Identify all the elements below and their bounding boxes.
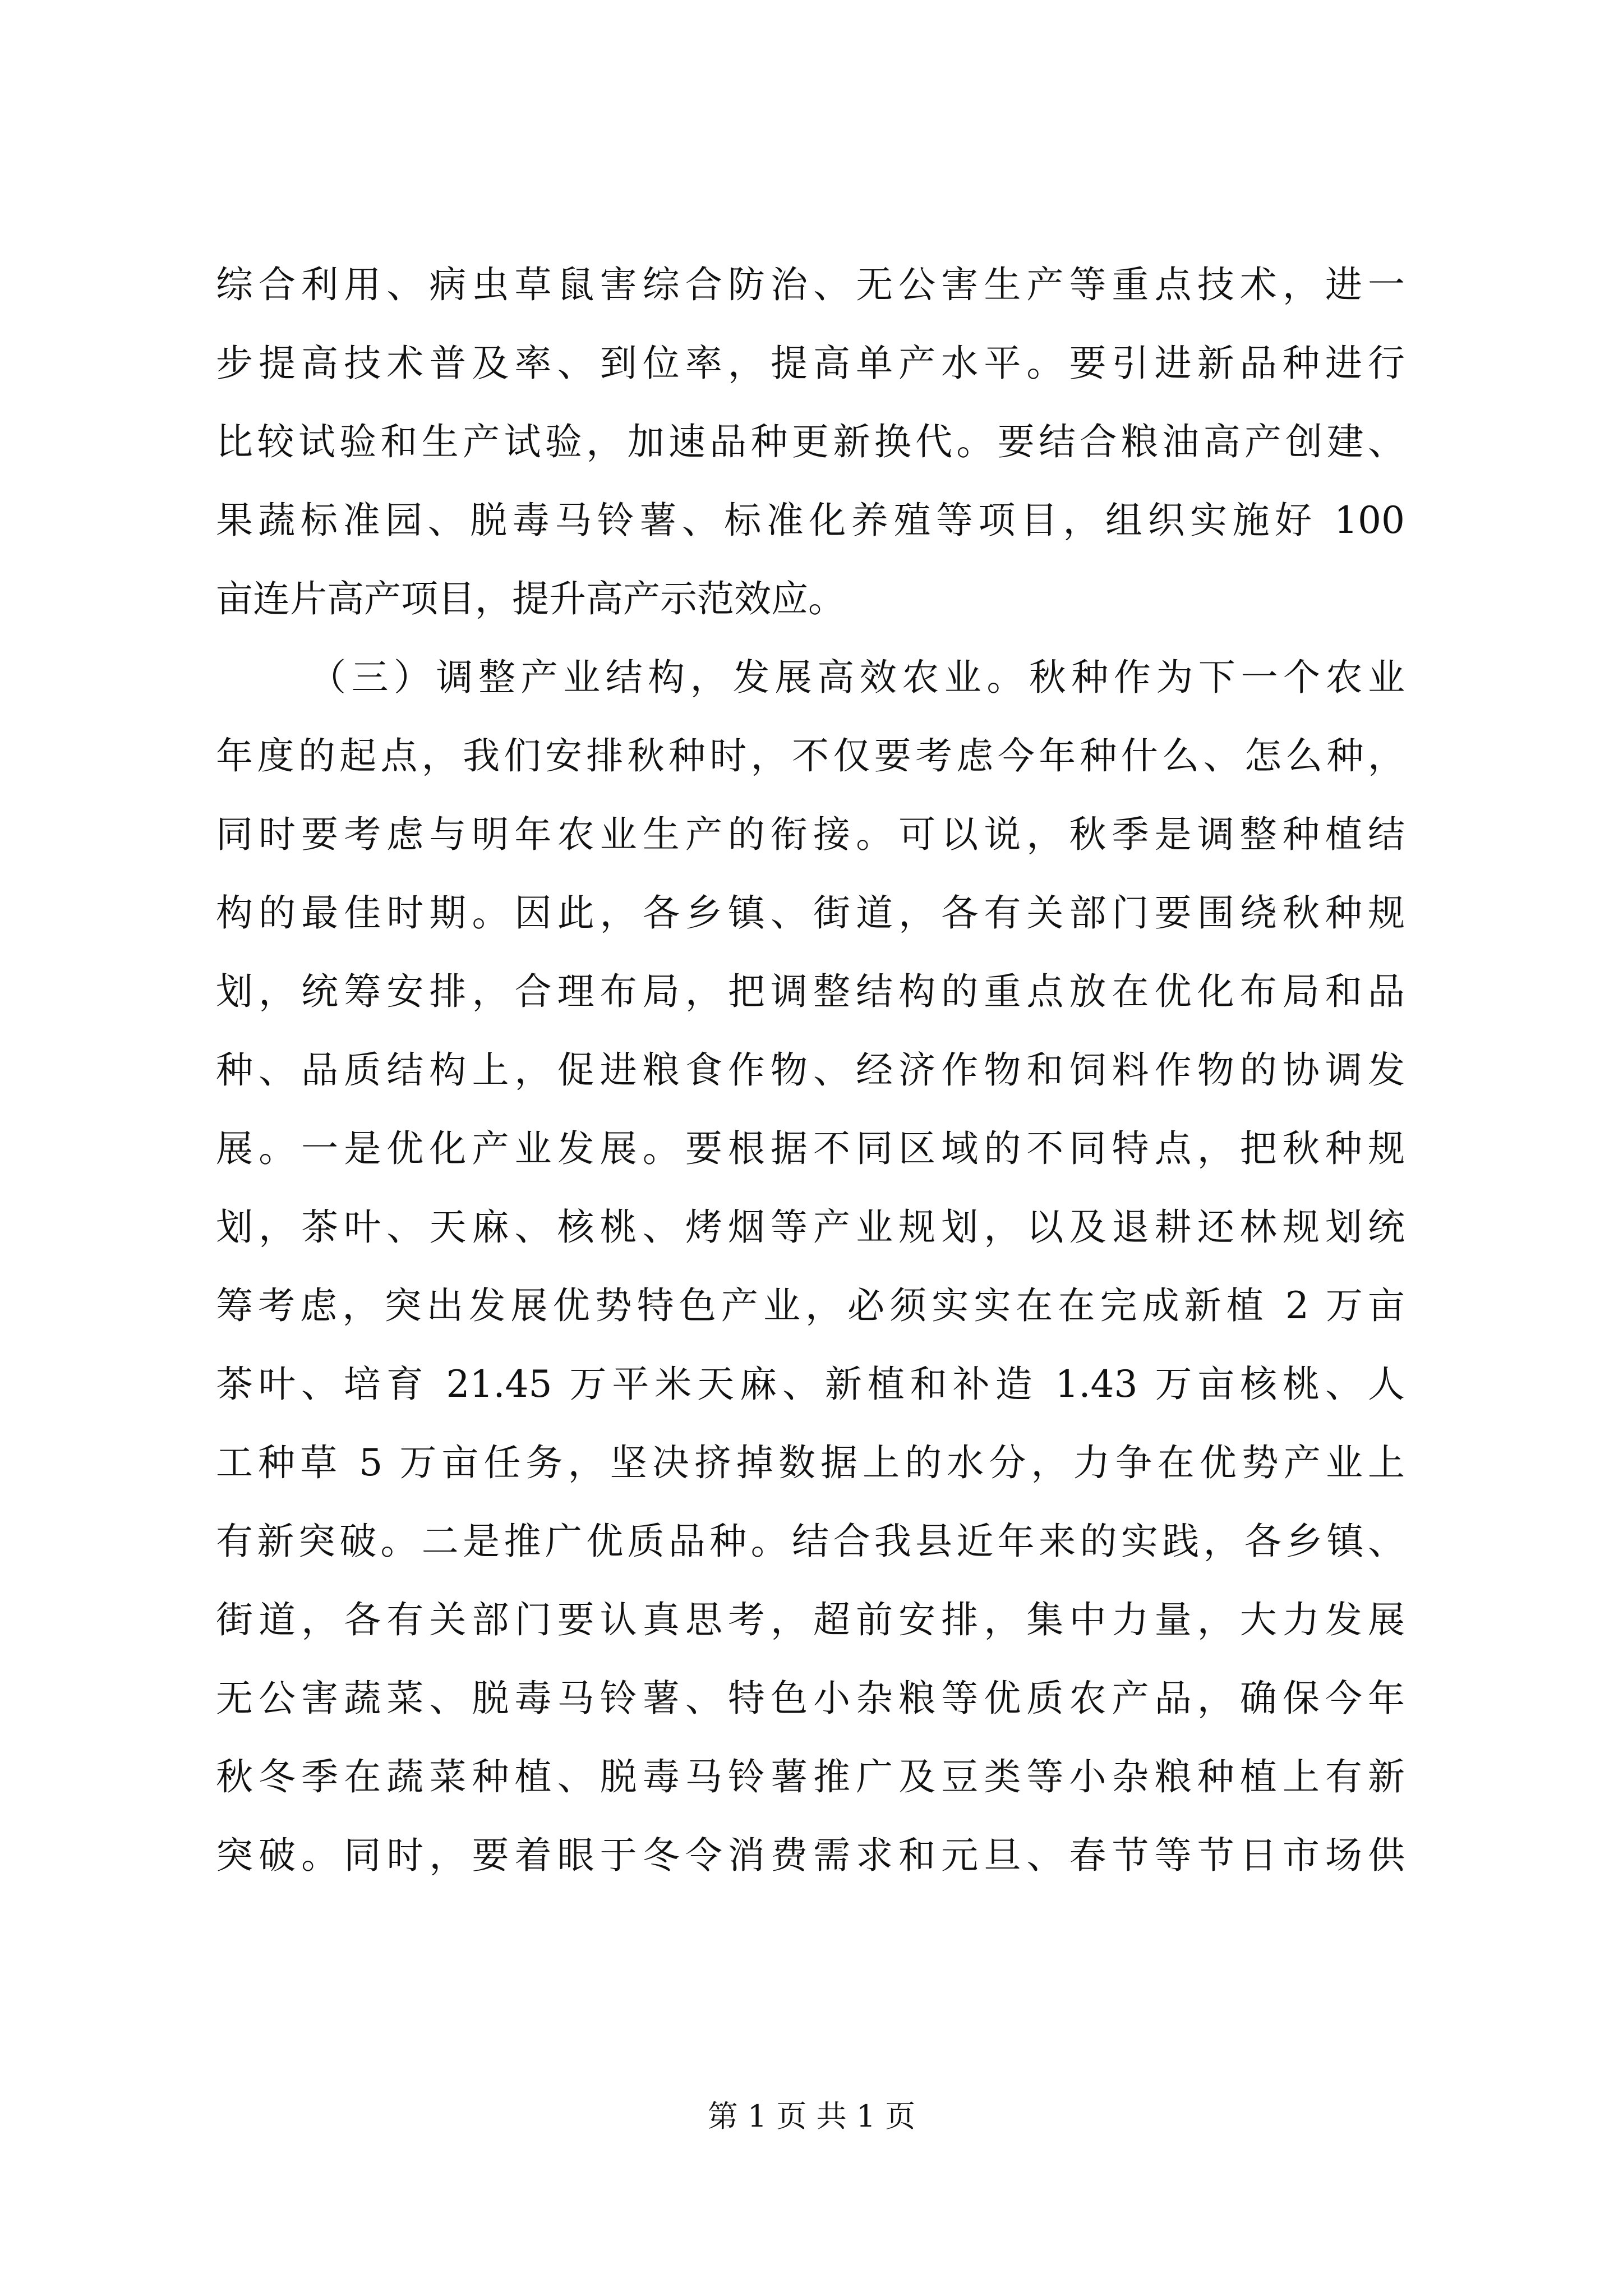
text-line: 秋冬季在蔬菜种植、脱毒马铃薯推广及豆类等小杂粮种植上有新 bbox=[216, 1755, 1405, 1798]
text-line: 茶叶、培育 21.45 万平米天麻、新植和补造 1.43 万亩核桃、人 bbox=[216, 1363, 1405, 1406]
text-line: 比较试验和生产试验，加速品种更新换代。要结合粮油高产创建、 bbox=[216, 420, 1405, 463]
text-line: 工种草 5 万亩任务，坚决挤掉数据上的水分，力争在优势产业上 bbox=[216, 1441, 1405, 1484]
body-text bbox=[216, 246, 1405, 1895]
text-line: 无公害蔬菜、脱毒马铃薯、特色小杂粮等优质农产品，确保今年 bbox=[216, 1677, 1405, 1720]
text-line: 构的最佳时期。因此，各乡镇、街道，各有关部门要围绕秋种规 bbox=[216, 891, 1405, 935]
text-line: 划，统筹安排，合理布局，把调整结构的重点放在优化布局和品 bbox=[216, 970, 1405, 1013]
text-line: 街道，各有关部门要认真思考，超前安排，集中力量，大力发展 bbox=[216, 1598, 1405, 1641]
text-line: 突破。同时，要着眼于冬令消费需求和元旦、春节等节日市场供 bbox=[216, 1834, 1405, 1877]
text-line: 同时要考虑与明年农业生产的衔接。可以说，秋季是调整种植结 bbox=[216, 813, 1405, 856]
text-line: 展。一是优化产业发展。要根据不同区域的不同特点，把秋种规 bbox=[216, 1127, 1405, 1170]
text-line: 果蔬标准园、脱毒马铃薯、标准化养殖等项目，组织实施好 100 bbox=[216, 499, 1405, 542]
text-line: 年度的起点，我们安排秋种时，不仅要考虑今年种什么、怎么种， bbox=[216, 734, 1405, 777]
text-line: 筹考虑，突出发展优势特色产业，必须实实在在完成新植 2 万亩 bbox=[216, 1284, 1405, 1327]
text-line: 种、品质结构上，促进粮食作物、经济作物和饲料作物的协调发 bbox=[216, 1048, 1405, 1092]
text-line: 亩连片高产项目，提升高产示范效应。 bbox=[216, 577, 845, 620]
text-line: 有新突破。二是推广优质品种。结合我县近年来的实践，各乡镇、 bbox=[216, 1520, 1405, 1563]
page-footer: 第 1 页 共 1 页 bbox=[707, 2099, 916, 2134]
text-line: 划，茶叶、天麻、核桃、烤烟等产业规划，以及退耕还林规划统 bbox=[216, 1205, 1405, 1249]
text-line: 综合利用、病虫草鼠害综合防治、无公害生产等重点技术，进一 bbox=[216, 263, 1405, 306]
section-heading-line: （三）调整产业结构，发展高效农业。秋种作为下一个农业 bbox=[309, 656, 1405, 699]
text-line: 步提高技术普及率、到位率，提高单产水平。要引进新品种进行 bbox=[216, 342, 1405, 385]
